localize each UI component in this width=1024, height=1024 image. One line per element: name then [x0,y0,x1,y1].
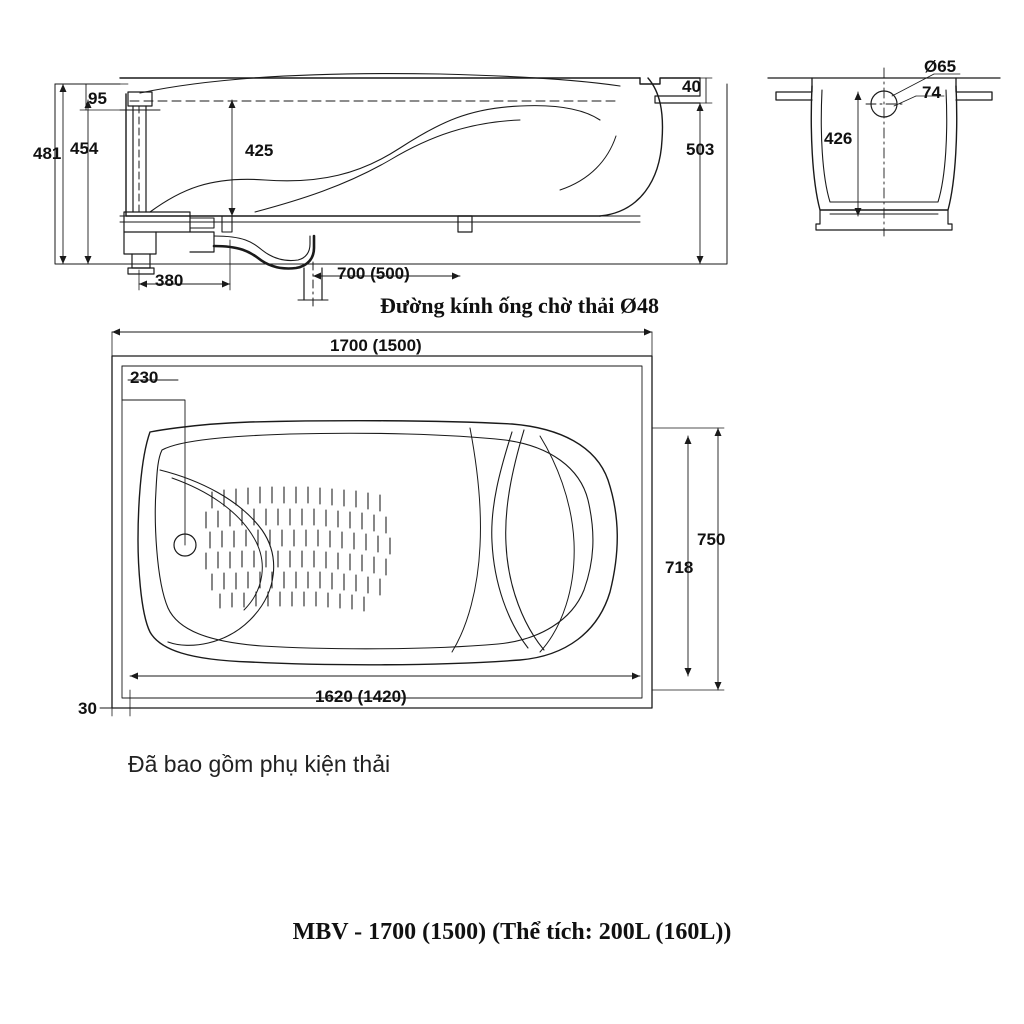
dim-380: 380 [155,271,184,290]
end-section-view [768,68,1000,236]
dim-454: 454 [70,139,99,158]
plan-view [100,329,724,717]
dim-diameter-65: Ø65 [924,57,957,76]
dim-95: 95 [88,89,107,108]
dim-750: 750 [697,530,726,549]
dim-425: 425 [245,141,274,160]
dim-481: 481 [33,144,62,163]
dim-1700-1500: 1700 (1500) [330,336,422,355]
dim-30: 30 [78,699,97,718]
dim-700-500: 700 (500) [337,264,410,283]
drain-diameter-note: Đường kính ống chờ thải Ø48 [380,293,660,318]
dim-40: 40 [682,77,701,96]
dim-718: 718 [665,558,694,577]
dim-1620-1420: 1620 (1420) [315,687,407,706]
dim-426: 426 [824,129,853,148]
dim-230: 230 [130,368,159,387]
accessories-included-caption: Đã bao gồm phụ kiện thải [128,751,391,777]
dim-503: 503 [686,140,715,159]
dim-74: 74 [922,83,941,102]
model-title: MBV - 1700 (1500) (Thể tích: 200L (160L)) [292,919,732,945]
